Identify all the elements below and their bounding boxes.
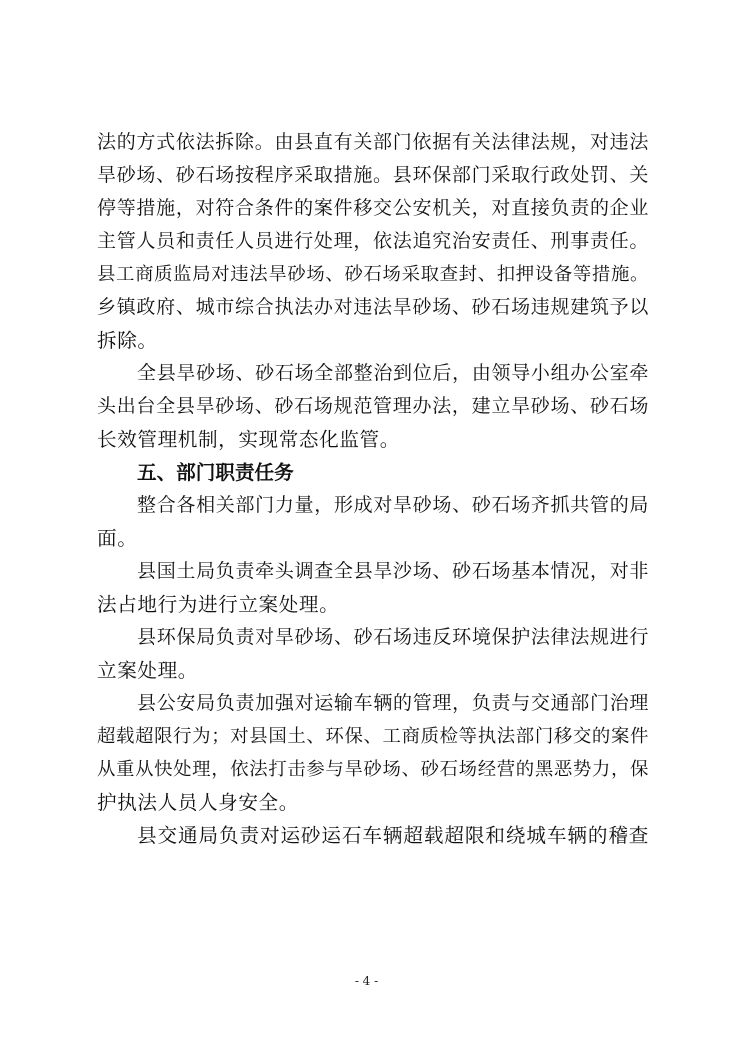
paragraph [97, 555, 649, 621]
text-line: 乡镇政府、城市综合执法办对违法旱砂场、砂石场违规建筑予以 [97, 296, 649, 318]
text-line: 整合各相关部门力量，形成对旱砂场、砂石场齐抓共管的局 [137, 494, 649, 516]
text-line: 超载超限行为；对县国土、环保、工商质检等执法部门移交的案件 [97, 726, 649, 747]
paragraph [97, 357, 649, 456]
text-line: 立案处理。 [97, 659, 198, 682]
text-line: 护执法人员人身安全。 [97, 791, 299, 814]
paragraph [97, 126, 649, 357]
text-line: 停等措施，对符合条件的案件移交公安机关，对直接负责的企业 [97, 197, 649, 219]
page-number: - 4 - [354, 974, 379, 988]
text-line: 县环保局负责对旱砂场、砂石场违反环境保护法律法规进行 [137, 626, 649, 648]
text-line: 县国土局负责牵头调查全县旱沙场、砂石场基本情况，对非 [137, 560, 649, 582]
text-line: 县工商质监局对违法旱砂场、砂石场采取查封、扣押设备等措施。 [97, 264, 649, 285]
text-line: 旱砂场、砂石场按程序采取措施。县环保部门采取行政处罚、关 [97, 164, 649, 186]
paragraph [97, 819, 649, 852]
text-line: 拆除。 [97, 329, 158, 352]
text-line: 长效管理机制，实现常态化监管。 [97, 428, 400, 451]
document-body [97, 126, 649, 852]
text-line: 主管人员和责任人员进行处理，依法追究治安责任、刑事责任。 [97, 230, 649, 252]
text-line: 从重从快处理，依法打击参与旱砂场、砂石场经营的黑恶势力，保 [97, 759, 649, 780]
paragraph [97, 489, 649, 555]
text-line: 头出台全县旱砂场、砂石场规范管理办法，建立旱砂场、砂石场 [97, 395, 649, 417]
text-line: 全县旱砂场、砂石场全部整治到位后，由领导小组办公室牵 [137, 362, 649, 384]
text-line: 法的方式依法拆除。由县直有关部门依据有关法律法规，对违法 [97, 131, 649, 153]
text-line: 法占地行为进行立案处理。 [97, 593, 340, 616]
paragraph [97, 621, 649, 687]
section-heading: 五、部门职责任务 [137, 461, 294, 484]
paragraph [97, 687, 649, 819]
text-line: 县交通局负责对运砂运石车辆超载超限和绕城车辆的稽查 [137, 824, 649, 847]
text-line: 县公安局负责加强对运输车辆的管理，负责与交通部门治理 [137, 692, 649, 714]
text-line: 面。 [97, 527, 138, 550]
